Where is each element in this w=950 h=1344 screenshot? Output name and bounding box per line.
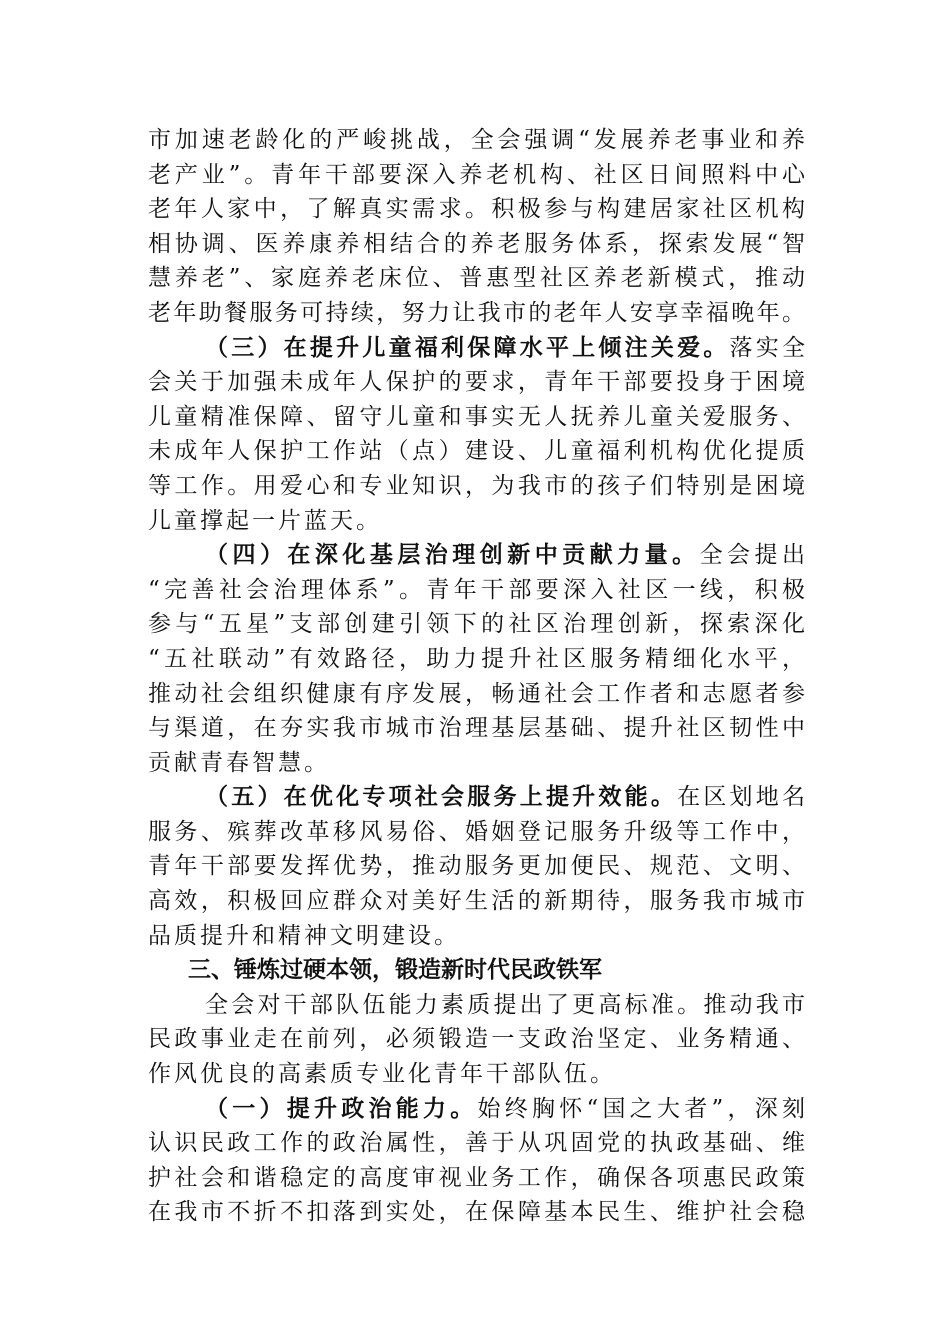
paragraph-first-line — [148, 1092, 805, 1127]
text-line: 儿童撑起一片蓝天。 — [148, 507, 382, 534]
text-line: 等工作。用爱心和专业知识，为我市的孩子们特别是困境 — [148, 472, 805, 499]
text-line: 品质提升和精神文明建设。 — [148, 922, 460, 949]
paragraph-lead-title: （五）在优化专项社会服务上提升效能。 — [205, 783, 678, 811]
paragraph — [148, 953, 805, 988]
text-line: 在我市不折不扣落到实处，在保障基本民生、维护社会稳 — [148, 1199, 805, 1226]
text-line: 高效，积极回应群众对美好生活的新期待，服务我市城市 — [148, 888, 805, 915]
text-line: 慧养老”、家庭养老床位、普惠型社区养老新模式，推动 — [148, 265, 805, 292]
paragraph-first-line — [148, 538, 805, 573]
text-line: 老产业”。青年干部要深入养老机构、社区日间照料中心 — [148, 161, 805, 188]
document-page — [148, 123, 805, 1230]
text-line: 民政事业走在前列，必须锻造一支政治坚定、业务精通、 — [148, 1026, 805, 1053]
text-line: 老年助餐服务可持续，努力让我市的老年人安享幸福晚年。 — [148, 299, 805, 326]
text-line: 护社会和谐稳定的高度审视业务工作，确保各项惠民政策 — [148, 1164, 805, 1191]
paragraph-lead-title: （四）在深化基层治理创新中贡献力量。 — [205, 541, 700, 569]
paragraph — [148, 988, 805, 1092]
text-line: 市加速老龄化的严峻挑战，全会强调“发展养老事业和养 — [148, 127, 805, 153]
text-line: 参与“五星”支部创建引领下的社区治理创新，探索深化 — [148, 611, 805, 638]
text-line: 儿童精准保障、留守儿童和事实无人抚养儿童关爱服务、 — [148, 403, 805, 430]
paragraph — [148, 538, 805, 780]
text-line: “五社联动”有效路径，助力提升社区服务精细化水平， — [148, 645, 805, 672]
text-line: 贡献青春智慧。 — [148, 749, 330, 776]
section-heading: 三、锤炼过硬本领，锻造新时代民政铁军 — [188, 957, 602, 984]
paragraph-lead-text: 落实全 — [729, 334, 806, 361]
paragraph-lead-text: 始终胸怀“国之大者”，深刻 — [477, 1095, 805, 1122]
text-line: 推动社会组织健康有序发展，畅通社会工作者和志愿者参 — [148, 680, 805, 707]
paragraph-lead-text: 全会提出 — [699, 542, 806, 569]
paragraph-first-line: 全会对干部队伍能力素质提出了更高标准。推动我市 — [205, 991, 805, 1018]
text-line: 相协调、医养康养相结合的养老服务体系，探索发展“智 — [148, 230, 805, 257]
paragraph — [148, 331, 805, 539]
text-line: 青年干部要发挥优势，推动服务更加便民、规范、文明、 — [148, 853, 805, 880]
text-line: 与渠道，在夯实我市城市治理基层基础、提升社区韧性中 — [148, 715, 805, 742]
text-line: 未成年人保护工作站（点）建设、儿童福利机构优化提质 — [148, 438, 805, 465]
paragraph-lead-title: （一）提升政治能力。 — [205, 1094, 478, 1122]
paragraph — [148, 123, 805, 331]
paragraph-lead-title: （三）在提升儿童福利保障水平上倾注关爱。 — [205, 333, 730, 361]
paragraph — [148, 780, 805, 953]
text-line: 作风优良的高素质专业化青年干部队伍。 — [148, 1061, 616, 1088]
text-line: “完善社会治理体系”。青年干部要深入社区一线，积极 — [148, 576, 805, 603]
paragraph-lead-text: 在区划地名 — [677, 784, 806, 811]
text-line: 老年人家中，了解真实需求。积极参与构建居家社区机构 — [148, 196, 805, 223]
text-line: 认识民政工作的政治属性，善于从巩固党的执政基础、维 — [148, 1130, 805, 1157]
text-line: 会关于加强未成年人保护的要求，青年干部要投身于困境 — [148, 369, 805, 396]
text-line: 服务、殡葬改革移风易俗、婚姻登记服务升级等工作中， — [148, 818, 805, 845]
paragraph-first-line — [148, 780, 805, 815]
paragraph — [148, 1092, 805, 1230]
paragraph-first-line — [148, 331, 805, 366]
